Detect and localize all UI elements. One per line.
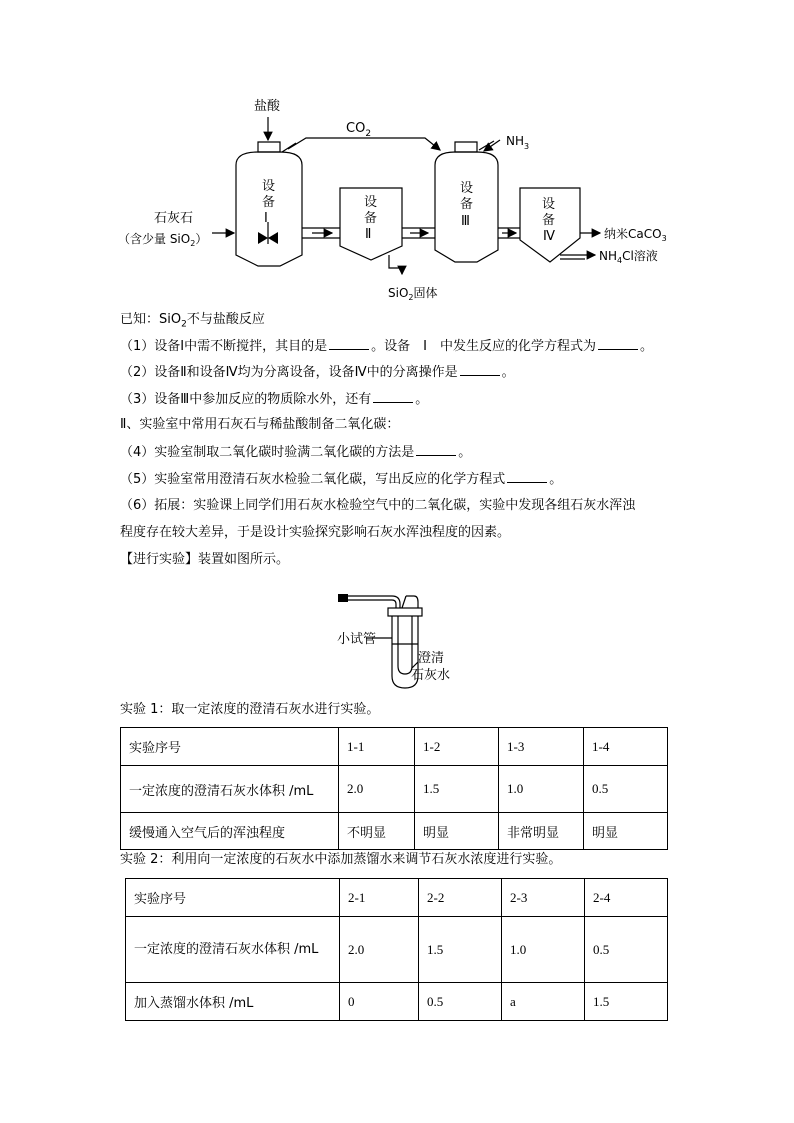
limestone-note: （含少量 SiO$_2$） <box>118 232 208 248</box>
nh4cl-solution-label: $NH_4Cl$溶液 <box>599 249 658 265</box>
answer-blank[interactable] <box>329 337 369 350</box>
hcl-label: 盐酸 <box>254 99 281 114</box>
table-cell: 一定浓度的澄清石灰水体积 /mL <box>126 917 340 983</box>
limestone-label: 石灰石 <box>154 211 194 226</box>
table-cell: 1.0 <box>502 917 585 983</box>
table-cell: 2-2 <box>419 879 502 917</box>
table-cell: 2-1 <box>340 879 419 917</box>
table-cell: 1.5 <box>419 917 502 983</box>
svg-text:Ⅳ: Ⅳ <box>543 229 555 244</box>
part-2-heading: Ⅱ、实验室中常用石灰石与稀盐酸制备二氧化碳： <box>120 417 400 432</box>
table-row <box>126 917 668 983</box>
known-condition: 已知：SiO$_2$不与盐酸反应 <box>120 312 265 330</box>
sio2-solid-label: SiO$_2$固体 <box>388 286 438 302</box>
svg-text:设: 设 <box>460 181 474 196</box>
table-cell: 2.0 <box>340 917 419 983</box>
table-row <box>126 983 668 1021</box>
svg-text:设: 设 <box>262 179 276 194</box>
svg-text:备: 备 <box>364 211 378 226</box>
svg-text:Ⅰ: Ⅰ <box>264 211 268 226</box>
question-6-line-2: 程度存在较大差异，于是设计实验探究影响石灰水浑浊程度的因素。 <box>120 525 511 540</box>
co2-label: $CO_2$ <box>346 121 372 139</box>
svg-text:设: 设 <box>364 195 378 210</box>
table-cell: 0.5 <box>419 983 502 1021</box>
experiment-2-table <box>125 878 668 1021</box>
table-cell: 1.5 <box>585 983 668 1021</box>
table-cell: 1-4 <box>584 728 668 766</box>
table-cell: 一定浓度的澄清石灰水体积 /mL <box>121 766 339 813</box>
device-3-label <box>460 181 473 229</box>
answer-blank[interactable] <box>373 390 413 403</box>
table-cell: 明显 <box>415 813 499 850</box>
table-cell: 1.0 <box>499 766 584 813</box>
answer-blank[interactable] <box>598 337 638 350</box>
table-row <box>121 766 668 813</box>
device-4-label <box>542 197 555 244</box>
answer-blank[interactable] <box>460 363 500 376</box>
table-cell: 2.0 <box>339 766 415 813</box>
table-row <box>121 813 668 850</box>
table-cell: 0.5 <box>584 766 668 813</box>
small-test-tube-label: 小试管 <box>337 632 377 647</box>
device-1-label <box>262 179 275 226</box>
question-6-line-1: （6）拓展：实验课上同学们用石灰水检验空气中的二氧化碳，实验中发现各组石灰水浑浊 <box>120 498 636 513</box>
table-cell: 0.5 <box>585 917 668 983</box>
table-cell: 1-3 <box>499 728 584 766</box>
svg-text:Ⅱ: Ⅱ <box>365 227 372 242</box>
question-2: （2）设备Ⅱ和设备Ⅳ均为分离设备，设备Ⅳ中的分离操作是 。 <box>120 365 515 380</box>
table-cell: 加入蒸馏水体积 /mL <box>126 983 340 1021</box>
experiment-2-intro: 实验 2：利用向一定浓度的石灰水中添加蒸馏水来调节石灰水浓度进行实验。 <box>120 852 562 867</box>
table-cell: 1-1 <box>339 728 415 766</box>
table-cell: 1.5 <box>415 766 499 813</box>
table-cell: 缓慢通入空气后的浑浊程度 <box>121 813 339 850</box>
table-cell: 实验序号 <box>126 879 340 917</box>
experiment-1-table <box>120 727 668 850</box>
table-cell: a <box>502 983 585 1021</box>
clear-label: 澄清 <box>418 651 445 666</box>
answer-blank[interactable] <box>507 470 547 483</box>
svg-text:备: 备 <box>262 195 276 210</box>
table-row <box>121 728 668 766</box>
question-5: （5）实验室常用澄清石灰水检验二氧化碳，写出反应的化学方程式 。 <box>120 472 563 487</box>
question-1: （1）设备Ⅰ中需不断搅拌，其目的是 。设备 Ⅰ 中发生反应的化学方程式为 。 <box>120 339 653 354</box>
table-cell: 2-4 <box>585 879 668 917</box>
experiment-1-intro: 实验 1：取一定浓度的澄清石灰水进行实验。 <box>120 702 380 717</box>
limewater-label: 石灰水 <box>411 668 451 683</box>
process-flow-diagram <box>0 0 794 310</box>
device-2-label <box>364 195 377 242</box>
svg-text:备: 备 <box>542 213 556 228</box>
table-cell: 1-2 <box>415 728 499 766</box>
table-cell: 不明显 <box>339 813 415 850</box>
table-cell: 2-3 <box>502 879 585 917</box>
table-cell: 非常明显 <box>499 813 584 850</box>
answer-blank[interactable] <box>416 443 456 456</box>
svg-text:Ⅲ: Ⅲ <box>461 214 470 229</box>
table-cell: 实验序号 <box>121 728 339 766</box>
svg-text:设: 设 <box>542 197 556 212</box>
table-cell: 0 <box>340 983 419 1021</box>
question-4: （4）实验室制取二氧化碳时验满二氧化碳的方法是 。 <box>120 445 472 460</box>
table-row <box>126 879 668 917</box>
table-cell: 明显 <box>584 813 668 850</box>
nh3-label: $NH_3$ <box>506 134 530 151</box>
nano-caco3-label: 纳米CaCO$_3$ <box>604 227 667 243</box>
question-3: （3）设备Ⅲ中参加反应的物质除水外，还有 。 <box>120 392 429 407</box>
proceed-experiment: 【进行实验】装置如图所示。 <box>120 552 290 567</box>
svg-text:备: 备 <box>460 197 474 212</box>
